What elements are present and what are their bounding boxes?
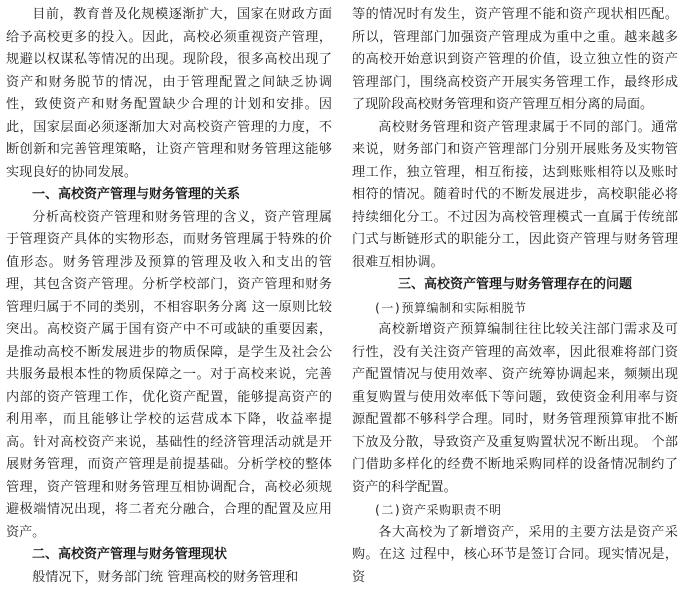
budget-paragraph: 高校新增资产预算编制往往比较关注部门需求及可行性，没有关注资产管理的高效率，因此很难将部门资产配置情况与使用效率、资产统筹协调起来，频频出现重复购置与使用效率低下等问题，致使资金利用率与资源配置都不够科学合理。同时，财务管理预算审批不断下放及分散，导致资产及重复购置状况不断出现。 个部门借助多样化的经费不断地采购同样的设备情况制约了资产的科学配置。: [352, 319, 678, 499]
procurement-paragraph: 各大高校为了新增资产，采用的主要方法是资产采购。在这 过程中，核心环节是签订合同。现实情况是，资: [352, 522, 678, 589]
section-heading-status: 二、高校资产管理与财务管理现状: [6, 544, 332, 567]
continued-paragraph: 等的情况时有发生，资产管理不能和资产现状相匹配。所以，管理部门加强资产管理成为重中之重。越来越多的高校开始意识到资产管理的价值，设立独立性的资产管理部门，围绕高校资产开展实务管理工作，最终形成了现阶段高校财务管理和资产管理互相分离的局面。: [352, 4, 678, 117]
right-column: [352, 4, 678, 589]
section-heading-problems: 三、高校资产管理与财务管理存在的问题: [352, 274, 678, 297]
subheading-budget: (一)预算编制和实际相脱节: [352, 297, 678, 320]
left-column: [6, 4, 332, 589]
departments-paragraph: 高校财务管理和资产管理隶属于不同的部门。通常来说，财务部门和资产管理部门分别开展账务及实物管理工作，独立管理，相互衔接，达到账账相符以及账时相符的情况。随着时代的不断发展进步，高校职能必将持续细化分工。不过因为高校管理模式一直属于传统部门式与断链形式的职能分工，因此资产管理与财务管理很难互相协调。: [352, 117, 678, 275]
intro-paragraph: 目前，教育普及化规模逐渐扩大，国家在财政方面给予高校更多的投入。因此，高校必须重视资产管理，规避以权谋私等情况的出现。现阶段，很多高校出现了资产和财务脱节的情况，由于管理配置之间缺乏协调性，致使资产和财务配置缺少合理的计划和安排。因此，国家层面必须逐渐加大对高校资产管理的力度，不断创新和完善管理策略，让资产管理和财务管理这能够实现良好的协同发展。: [6, 4, 332, 184]
subheading-procurement: (二)资产采购职责不明: [352, 499, 678, 522]
relationship-paragraph: 分析高校资产管理和财务管理的含义，资产管理属于管理资产具体的实物形态，而财务管理属于特殊的价值形态。财务管理涉及预算的管理及收入和支出的管理，其包含资产管理。分析学校部门，资产管理和财务管理归属于不同的类别，不相容职务分离 这一原则比较突出。高校资产属于国有资产中不可或缺的重要因素，是推动高校不断发展进步的物质保障，是学生及社会公共服务最根本性的物质保障之一。对于高校来说，完善内部的资产管理工作，优化资产配置，能够提高资产的利用率，而且能够让学校的运营成本下降，收益率提高。针对高校资产来说，基础性的经济管理活动就是开展财务管理，而资产管理是前提基础。分析学校的整体管理，资产管理和财务管理互相协调配合，高校必须规避极端情况出现，将二者充分融合，合理的配置及应用资产。: [6, 207, 332, 545]
status-paragraph: 般情况下，财务部门统 管理高校的财务管理和: [6, 567, 332, 589]
section-heading-relationship: 一、高校资产管理与财务管理的关系: [6, 184, 332, 207]
